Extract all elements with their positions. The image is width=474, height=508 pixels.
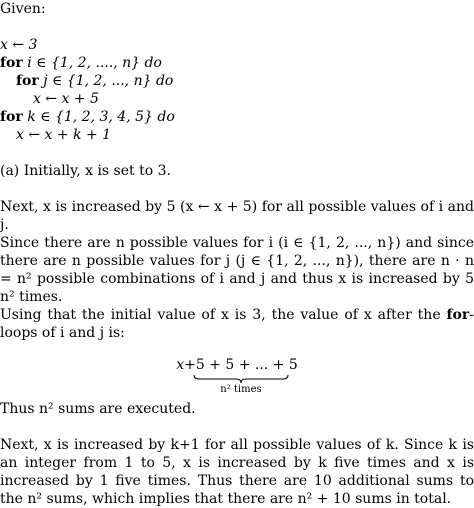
paragraph-k-sums: Next, x is increased by k+1 for all possible values of k. Since k is an integer from 1 to 5, x is increased by k five times and x is increased by 1 five times. Thus there are 10 additional sums to the n² sums, which implies that there are n² + 10 sums in total. [0, 437, 474, 507]
underbrace-group [184, 356, 298, 396]
code-line-3-rest: j ∈ {1, 2, ..., n} do [43, 73, 174, 89]
equation-lead: x [176, 357, 185, 373]
heading: Given: [0, 1, 46, 17]
paragraph-next: Next, x is increased by 5 (x ← x + 5) for all possible values of i and j. [0, 199, 474, 233]
keyword-for: for [0, 109, 23, 125]
code-line-5 [0, 108, 175, 126]
equation-sum: +5 + 5 + ... + 5 [184, 357, 298, 373]
code-line-1: x ← 3 [0, 37, 38, 53]
paragraph-combinations: Since there are n possible values for i (i ∈ {1, 2, ..., n}) and since there are n possible values for j (j ∈ {1, 2, ..., n}), there are n · n = n² possible combinations of i and j and thus x is increased by 5 n² times. [0, 235, 474, 305]
underbrace-icon [193, 374, 289, 384]
paragraph-thus: Thus n² sums are executed. [0, 401, 196, 417]
code-line-2-rest: i ∈ {1, 2, ...., n} do [27, 55, 162, 71]
keyword-for: for [0, 55, 23, 71]
sum-equation [0, 356, 474, 396]
paragraph-using [0, 306, 474, 342]
code-line-3 [16, 72, 173, 90]
keyword-for: for [16, 73, 39, 89]
underbrace-label: n² times [220, 384, 262, 395]
code-line-2 [0, 54, 162, 72]
paragraph-using-a: Using that the initial value of x is 3, the value of x after the [0, 307, 447, 323]
paragraph-using-b: -loops of i and j is: [0, 307, 474, 341]
code-line-5-rest: k ∈ {1, 2, 3, 4, 5} do [27, 109, 175, 125]
code-line-4: x ← x + 5 [33, 91, 99, 107]
keyword-for: for [446, 307, 470, 323]
code-line-6: x ← x + k + 1 [16, 127, 112, 143]
paragraph-initial: (a) Initially, x is set to 3. [0, 163, 171, 179]
